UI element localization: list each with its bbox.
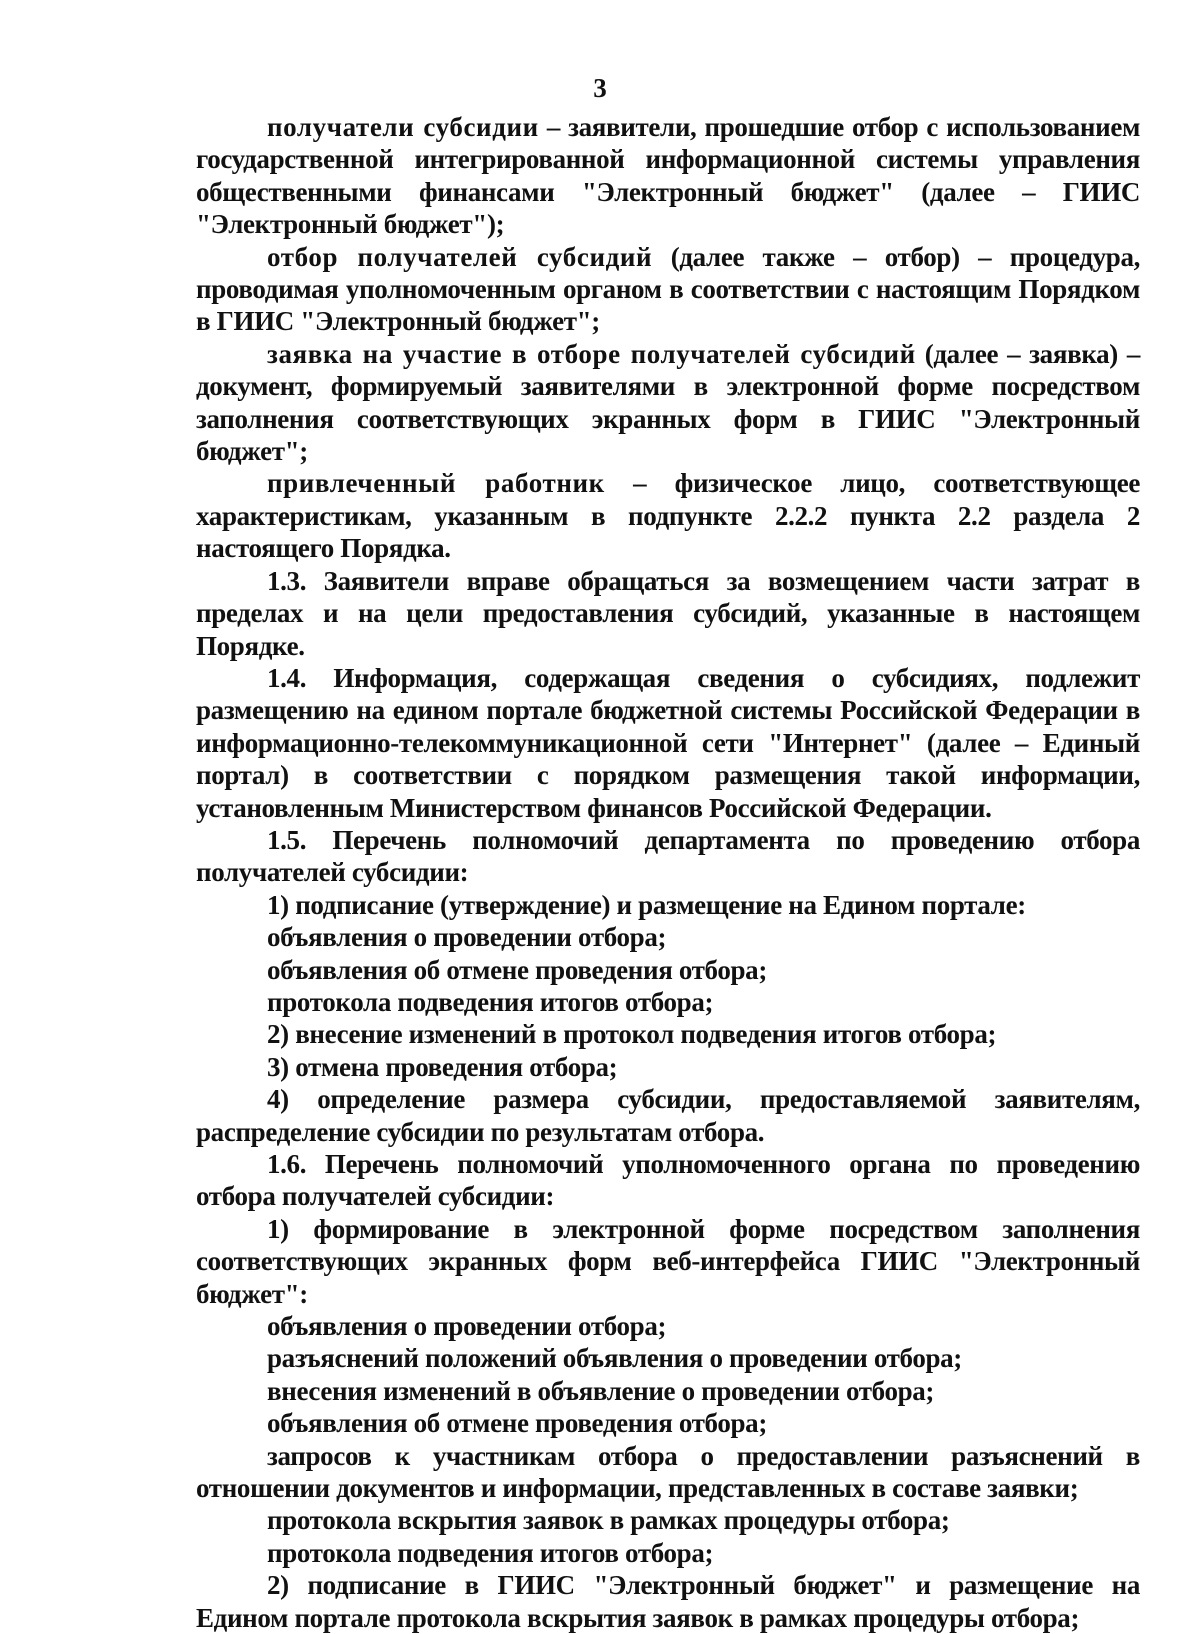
- paragraph-1-6: 1.6. Перечень полномочий уполномоченного органа по проведению отбора получателей субсидии:: [196, 1149, 1140, 1212]
- list-item: 1) подписание (утверждение) и размещение на Едином портале:: [267, 889, 1026, 920]
- list-item: 3) отмена проведения отбора;: [267, 1051, 618, 1082]
- defined-term: привлеченный работник: [267, 468, 605, 499]
- list-item: протокола подведения итогов отбора;: [267, 986, 714, 1017]
- list-item: протокола вскрытия заявок в рамках процедуры отбора;: [267, 1505, 950, 1536]
- list-item: 4) определение размера субсидии, предоставляемой заявителям, распределение субсидии по результатам отбора.: [196, 1084, 1140, 1147]
- paragraph-definition-application: [196, 338, 1140, 468]
- list-item: разъяснений положений объявления о проведении отбора;: [267, 1343, 962, 1374]
- defined-term: получатели субсидии: [267, 112, 539, 142]
- defined-term: заявка на участие в отборе получателей субсидий: [267, 338, 916, 369]
- list-item: объявления об отмене проведения отбора;: [267, 1408, 767, 1439]
- list-item: объявления об отмене проведения отбора;: [267, 954, 767, 985]
- list-item: объявления о проведении отбора;: [267, 922, 667, 953]
- paragraph-1-5: 1.5. Перечень полномочий департамента по проведению отбора получателей субсидии:: [196, 824, 1140, 888]
- paragraph-1-4: 1.4. Информация, содержащая сведения о субсидиях, подлежит размещению на едином портале бюджетной системы Российской Федерации в информационно-телекоммуникационной сети "Интернет" (далее – Единый портал) в соответствии с порядком размещения такой информации, установленным Министерством финансов Российской Федерации.: [196, 662, 1140, 823]
- list-item: запросов к участникам отбора о предоставлении разъяснений в отношении документов и информации, представленных в составе заявки;: [196, 1440, 1140, 1504]
- list-item: 2) подписание в ГИИС "Электронный бюджет" и размещение на Едином портале протокола вскрытия заявок в рамках процедуры отбора;: [196, 1570, 1140, 1633]
- list-item: внесения изменений в объявление о проведении отбора;: [267, 1375, 935, 1406]
- paragraph-definition-employee: [196, 467, 1140, 564]
- definition-text: (далее – заявка) – документ, формируемый заявителями в электронной форме посредством заполнения соответствующих экранных форм в ГИИС "Электронный бюджет";: [196, 338, 1140, 467]
- definition-text: – заявители, прошедшие отбор с использованием государственной интегрированной информационной системы управления общественными финансами "Электронный бюджет" (далее – ГИИС "Электронный бюджет");: [196, 112, 1141, 240]
- list-item: 1) формирование в электронной форме посредством заполнения соответствующих экранных форм веб-интерфейса ГИИС "Электронный бюджет":: [196, 1213, 1140, 1309]
- paragraph-1-3: 1.3. Заявители вправе обращаться за возмещением части затрат в пределах и на цели предоставления субсидий, указанные в настоящем Порядке.: [196, 565, 1140, 661]
- list-item: объявления о проведении отбора;: [267, 1311, 667, 1342]
- definition-text: (далее также – отбор) – процедура, проводимая уполномоченным органом в соответствии с настоящим Порядком в ГИИС "Электронный бюджет";: [196, 241, 1140, 337]
- paragraph-definition-selection: [196, 241, 1140, 338]
- defined-term: отбор получателей субсидий: [267, 241, 653, 272]
- list-item: 2) внесение изменений в протокол подведения итогов отбора;: [267, 1019, 997, 1050]
- paragraph-definition-recipients: [196, 111, 1140, 241]
- list-item: протокола подведения итогов отбора;: [267, 1537, 714, 1568]
- page-number: 3: [593, 73, 607, 103]
- document-body: [196, 111, 1140, 1634]
- definition-text: – физическое лицо, соответствующее характеристикам, указанным в подпункте 2.2.2 пункта 2.2 раздела 2 настоящего Порядка.: [196, 468, 1140, 564]
